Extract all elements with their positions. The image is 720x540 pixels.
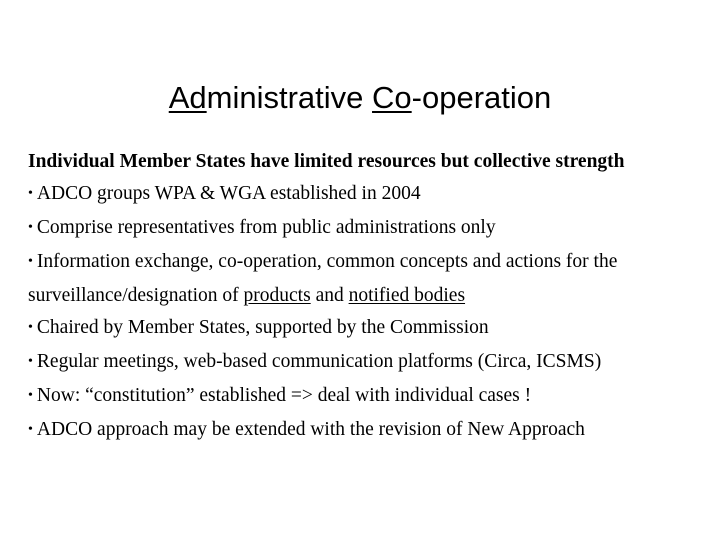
- bullet-text-2: Comprise representatives from public administrations only: [36, 217, 496, 238]
- bullet-item-5: [28, 346, 708, 380]
- bullet-item-6: [28, 380, 708, 414]
- bullet-icon: •: [28, 422, 33, 437]
- title-co: Co: [372, 80, 412, 115]
- bullet-item-7: [28, 414, 708, 448]
- bullet-item-2: [28, 212, 708, 246]
- bullet-icon: •: [28, 254, 33, 269]
- bullet-icon: •: [28, 320, 33, 335]
- bullet-icon: •: [28, 388, 33, 403]
- bullet-icon: •: [28, 186, 33, 201]
- bullet-text-1: ADCO groups WPA & WGA established in 2004: [36, 183, 421, 204]
- bullet-item-4: [28, 312, 708, 346]
- bullet-text-5: Regular meetings, web-based communication platforms (Circa, ICSMS): [36, 351, 602, 372]
- title-ministrative: ministrative: [206, 80, 373, 115]
- title-ad: Ad: [168, 80, 207, 115]
- bullet-item-3: [28, 246, 708, 280]
- bullet-text-4: Chaired by Member States, supported by the Commission: [36, 317, 489, 338]
- title-operation: -operation: [411, 80, 552, 115]
- bullet-icon: •: [28, 220, 33, 235]
- bullet-text-7: ADCO approach may be extended with the revision of New Approach: [36, 419, 585, 440]
- bullet-text-3a: Information exchange, co-operation, common concepts and actions for the: [36, 251, 618, 272]
- notified-bodies-link[interactable]: notified bodies: [348, 285, 466, 306]
- bullet-item-1: [28, 178, 708, 212]
- bullet-text-6: Now: “constitution” established => deal with individual cases !: [36, 385, 532, 406]
- bullet-item-3-continued: [28, 280, 708, 312]
- lead-statement: Individual Member States have limited resources but collective strength: [28, 151, 625, 172]
- bullet-text-3b: surveillance/designation of: [28, 285, 244, 306]
- slide-body: [28, 146, 708, 448]
- bullet-text-3c: and: [310, 285, 349, 306]
- slide-title: [0, 78, 720, 118]
- bullet-icon: •: [28, 354, 33, 369]
- products-link[interactable]: products: [243, 285, 311, 306]
